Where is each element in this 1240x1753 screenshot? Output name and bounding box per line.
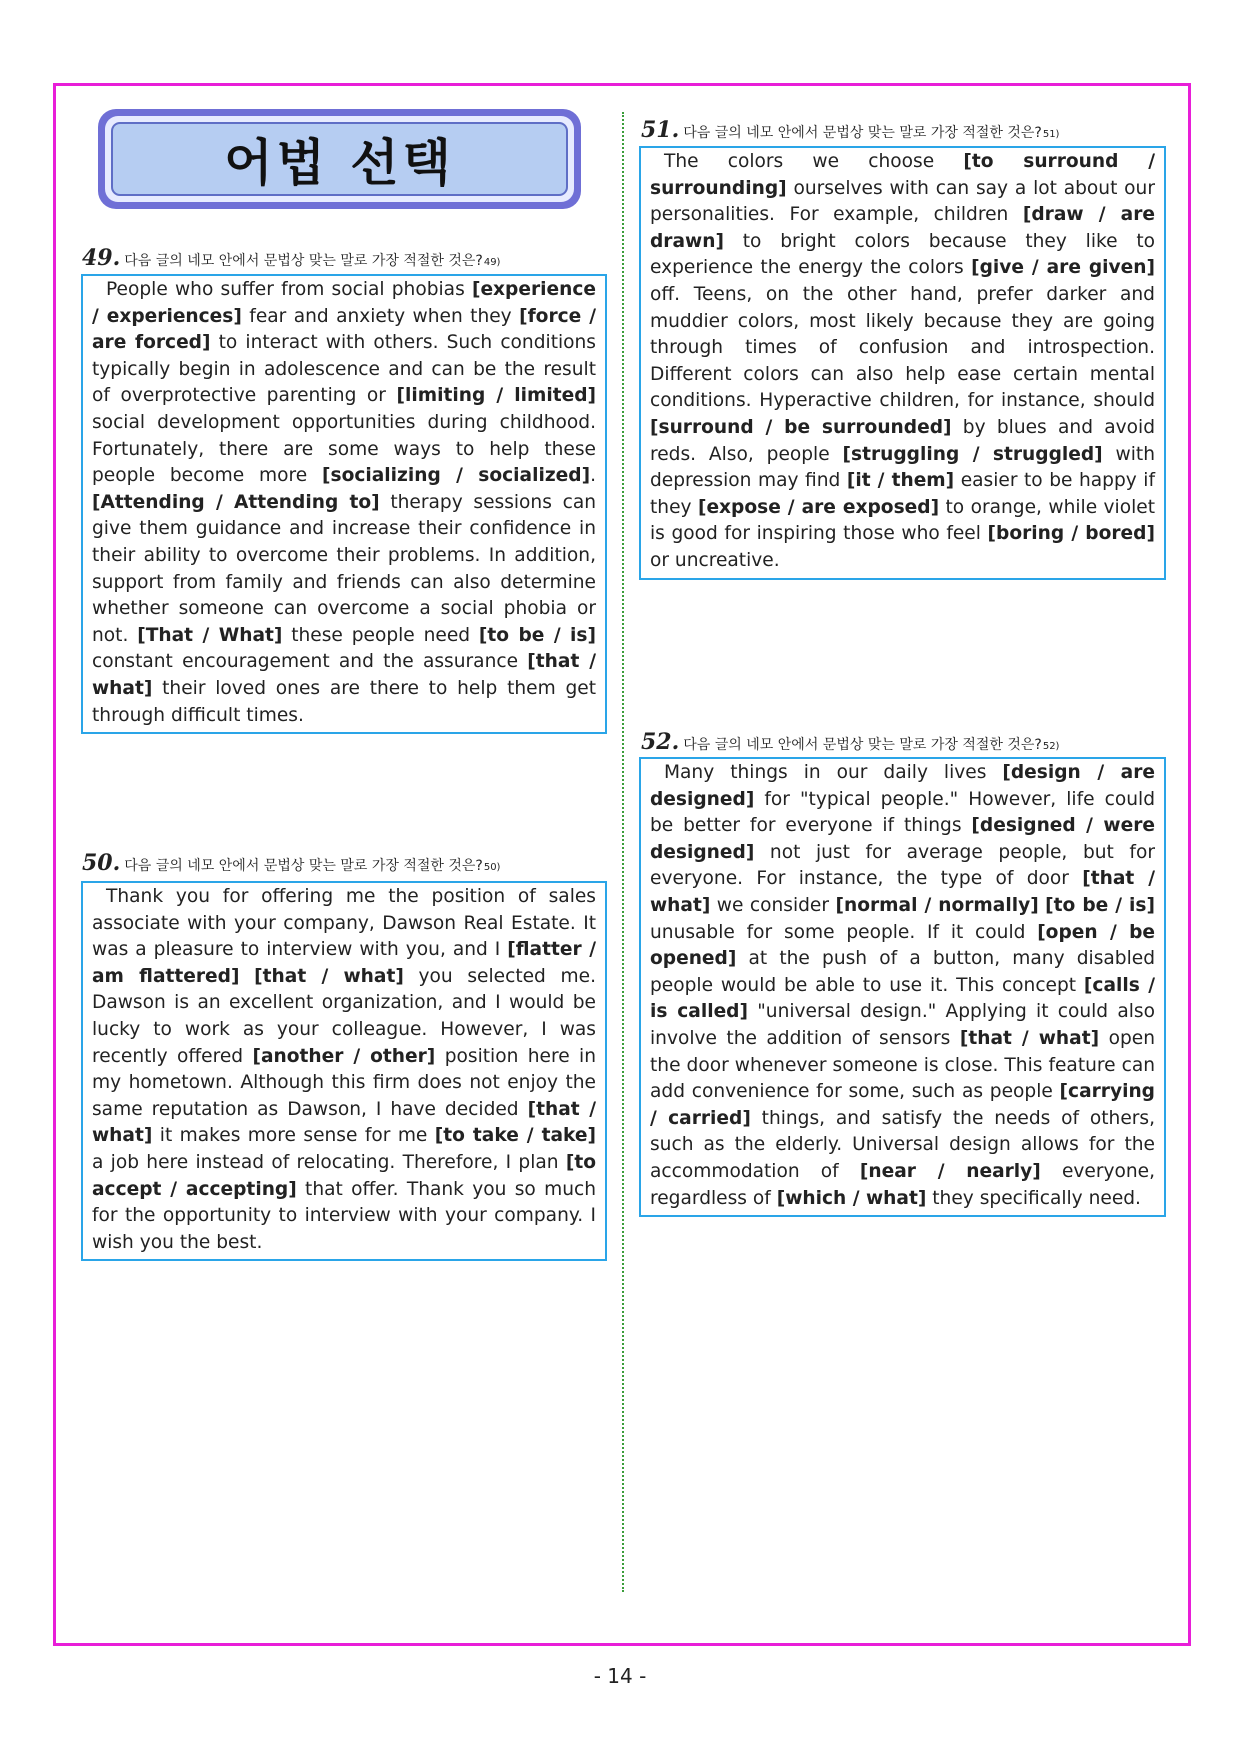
passage-text: People who suffer from social phobias [experience / experiences] fear and anxiety when they [force / are forced] to interact with others. Such conditions typically begin in adolescence and can be the result of overprotective parenting or [limiting / limited] social development opportunities during childhood. Fortunately, there are some ways to help these people become more [socializing / socialized]. [Attending / Attending to] therapy sessions can give them guidance and increase their confidence in their ability to overcome their problems. In addition, support from family and friends can also determine whether someone can overcome a social phobia or not. [That / What] these people need [to be / is] constant encouragement and the assurance [that / what] their loved ones are there to help them get through difficult times. [92, 279, 597, 726]
grammar-choice: [give / are given] [971, 257, 1155, 279]
grammar-choice: [another / other] [252, 1045, 436, 1067]
grammar-choice: [carrying / carried] [650, 1081, 1155, 1129]
question-51-header [641, 117, 1059, 143]
grammar-choice: [socializing / socialized] [322, 465, 591, 487]
footnote-ref: 49) [483, 257, 501, 268]
passage-51 [639, 146, 1166, 580]
grammar-choice: [to be / is] [478, 624, 596, 646]
question-number: 49. [82, 245, 121, 271]
question-prompt: 다음 글의 네모 안에서 문법상 맞는 말로 가장 적절한 것은? [124, 253, 483, 269]
footnote-ref: 52) [1042, 741, 1060, 752]
passage-text: Many things in our daily lives [design / are designed] for "typical people." However, life could be better for everyone if things [designed / were designed] not just for average people, but for everyone. For instance, the type of door [that / what] we consider [normal / normally] [to be / is] unusable for some people. If it could [open / be opened] at the push of a button, many disabled people would be able to use it. This concept [calls / is called] "universal design." Applying it could also involve the addition of sensors [that / what] open the door whenever someone is close. This feature can add convenience for some, such as people [carrying / carried] things, and satisfy the needs of others, such as the elderly. Universal design allows for the accommodation of [near / nearly] everyone, regardless of [which / what] they specifically need. [650, 762, 1156, 1209]
grammar-choice: [open / be opened] [650, 921, 1155, 970]
question-50-header [82, 850, 500, 876]
grammar-choice: [to accept / accepting] [92, 1151, 596, 1200]
passage-49 [81, 274, 607, 734]
grammar-choice: [that / what] [254, 965, 404, 987]
passage-text: The colors we choose [to surround / surrounding] ourselves with can say a lot about our personalities. For example, children [draw / are drawn] to bright colors because they like to experience the energy the colors [give / are given] off. Teens, on the other hand, prefer darker and muddier colors, most likely because they are going through times of confusion and introspection. Different colors can also help ease certain mental conditions. Hyperactive children, for instance, should [surround / be surrounded] by blues and avoid reds. Also, people [struggling / struggled] with depression may find [it / them] easier to be happy if they [expose / are exposed] to orange, while violet is good for inspiring those who feel [boring / bored] or uncreative. [650, 151, 1156, 571]
grammar-choice: [near / nearly] [859, 1160, 1041, 1182]
footnote-ref: 50) [483, 862, 501, 873]
question-prompt: 다음 글의 네모 안에서 문법상 맞는 말로 가장 적절한 것은? [683, 737, 1042, 753]
question-52-header [641, 729, 1059, 755]
question-49-header [82, 245, 500, 271]
grammar-choice: [normal / normally] [835, 894, 1039, 916]
passage-52 [639, 757, 1166, 1217]
grammar-choice: [to take / take] [434, 1125, 596, 1147]
grammar-choice: [to surround / surrounding] [650, 151, 1155, 199]
grammar-choice: [boring / bored] [987, 523, 1155, 545]
grammar-choice: [force / are forced] [92, 305, 596, 354]
page-title: 어법 선택 [111, 122, 568, 196]
grammar-choice: [that / what] [92, 651, 596, 699]
page-number: - 14 - [593, 1664, 647, 1688]
grammar-choice: [Attending / Attending to] [92, 491, 380, 513]
grammar-choice: [struggling / struggled] [842, 443, 1103, 465]
grammar-choice: [flatter / am flattered] [92, 939, 597, 987]
grammar-choice: [that / what] [959, 1027, 1100, 1049]
question-number: 51. [641, 117, 680, 143]
grammar-choice: [that / what] [92, 1098, 596, 1147]
grammar-choice: [experience / experiences] [92, 279, 596, 327]
grammar-choice: [surround / be surrounded] [650, 416, 952, 438]
question-prompt: 다음 글의 네모 안에서 문법상 맞는 말로 가장 적절한 것은? [124, 858, 483, 874]
grammar-choice: [calls / is called] [650, 974, 1155, 1023]
passage-text: Thank you for offering me the position of sales associate with your company, Dawson Real Estate. It was a pleasure to interview with you, and I [flatter / am flattered] [that / what] you selected me. Dawson is an excellent organization, and I would be lucky to work as your colleague. However, I was recently offered [another / other] position here in my hometown. Although this firm does not enjoy the same reputation as Dawson, I have decided [that / what] it makes more sense for me [to take / take] a job here instead of relocating. Therefore, I plan [to accept / accepting] that offer. Thank you so much for the opportunity to interview with your company. I wish you the best. [92, 886, 597, 1253]
grammar-choice: [designed / were designed] [650, 815, 1155, 863]
grammar-choice: [that / what] [650, 868, 1155, 916]
question-number: 52. [641, 729, 680, 755]
title-banner [98, 109, 581, 209]
grammar-choice: [That / What] [137, 624, 283, 646]
question-number: 50. [82, 850, 121, 876]
grammar-choice: [design / are designed] [650, 762, 1155, 810]
grammar-choice: [which / what] [776, 1187, 927, 1209]
question-prompt: 다음 글의 네모 안에서 문법상 맞는 말로 가장 적절한 것은? [683, 125, 1042, 141]
grammar-choice: [draw / are drawn] [650, 204, 1155, 252]
grammar-choice: [to be / is] [1045, 894, 1155, 916]
footnote-ref: 51) [1042, 129, 1060, 140]
grammar-choice: [it / them] [846, 470, 955, 492]
grammar-choice: [limiting / limited] [396, 385, 597, 407]
grammar-choice: [expose / are exposed] [697, 496, 940, 518]
passage-50 [81, 881, 607, 1261]
column-divider [622, 112, 624, 1592]
